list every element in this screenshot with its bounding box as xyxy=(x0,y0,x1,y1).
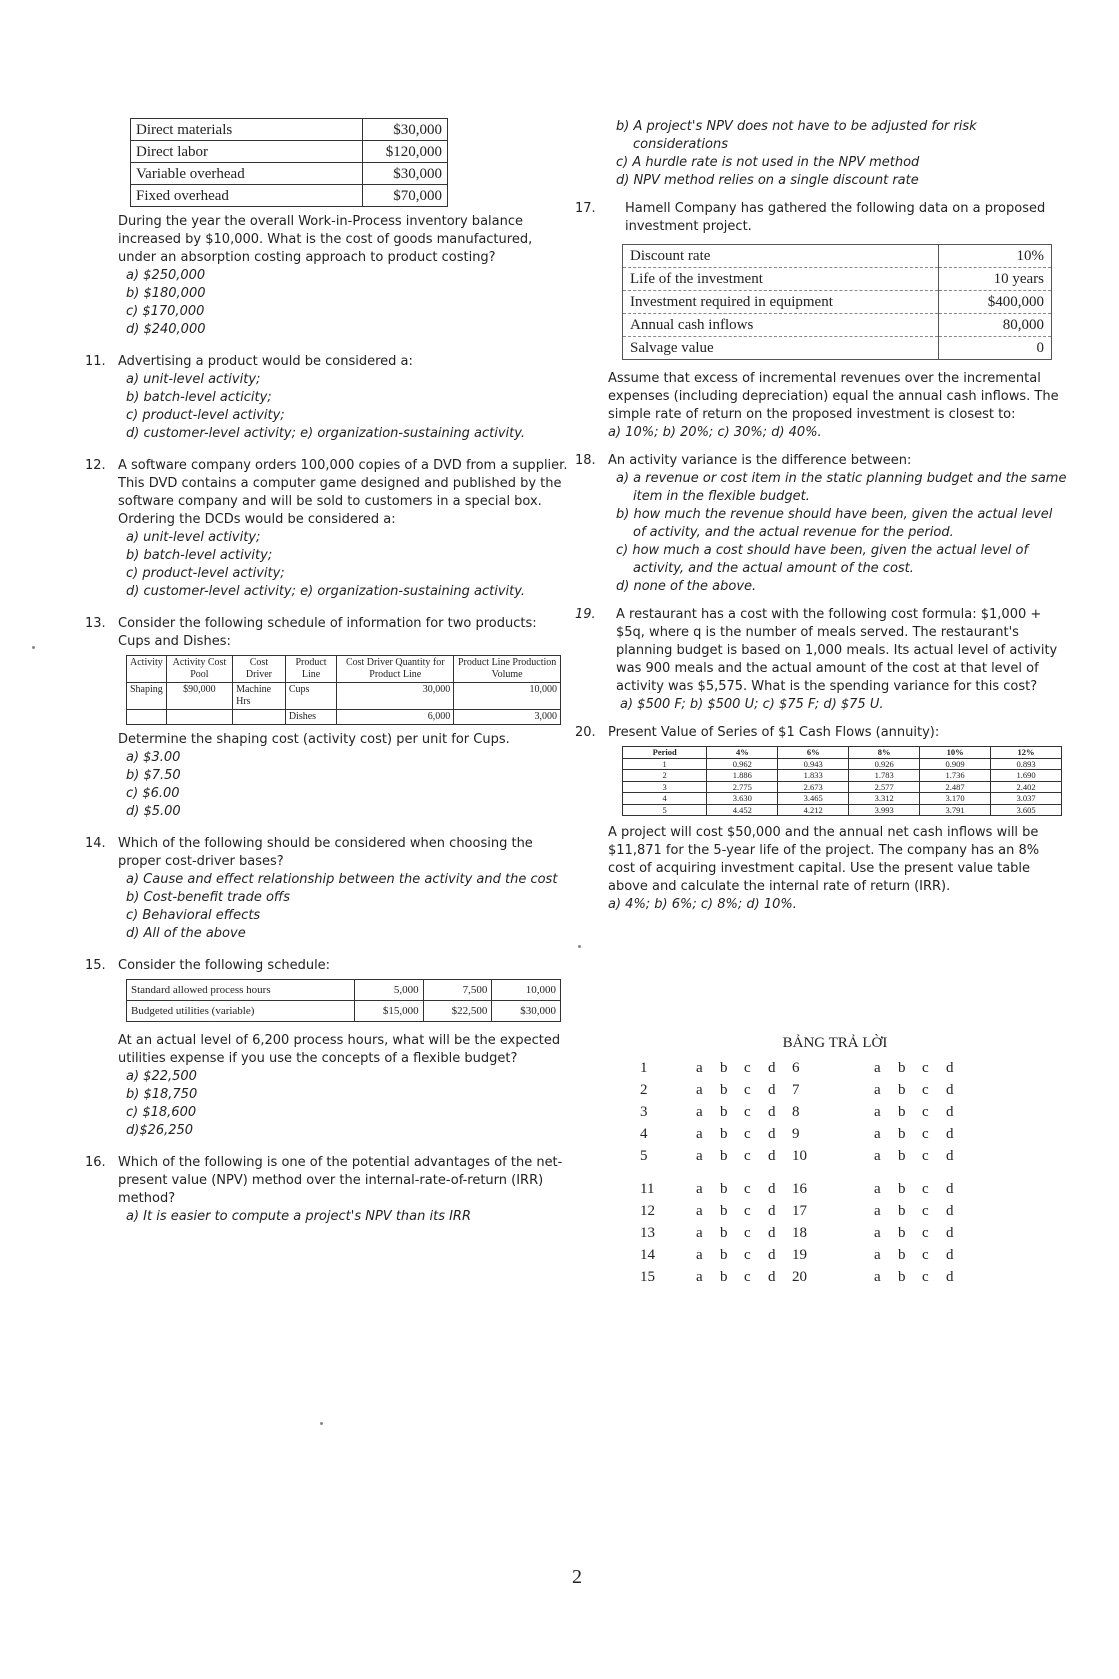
answer-choice-b: b xyxy=(720,1225,728,1241)
answer-choice-a: a xyxy=(696,1104,703,1120)
column-header: Cost Driver xyxy=(233,656,286,683)
table-row xyxy=(127,980,561,1001)
question-20 xyxy=(575,724,1068,914)
answer-choice-a: a xyxy=(696,1269,703,1285)
answer-choice-b: b xyxy=(898,1269,906,1285)
answer-choice-c: c xyxy=(744,1060,751,1076)
table-cell: 1.736 xyxy=(920,770,991,782)
question-10 xyxy=(118,213,568,339)
table-row xyxy=(127,683,561,710)
table-label: Investment required in equipment xyxy=(623,291,939,314)
answer-number: 15 xyxy=(640,1269,655,1285)
question-text: A software company orders 100,000 copies of a DVD from a supplier. This DVD contains a computer game designed and published by the software company and will be sold to customers in a special box. Ordering the DCDs would be considered a: xyxy=(118,458,568,527)
answer-option: d) All of the above xyxy=(126,926,246,941)
answer-option: a) unit-level activity; xyxy=(126,372,261,387)
table-cell: 0.909 xyxy=(920,758,991,770)
answer-choice-b: b xyxy=(720,1104,728,1120)
investment-data-table xyxy=(622,244,1052,360)
answer-option: d) $5.00 xyxy=(126,804,181,819)
answer-number: 7 xyxy=(792,1082,800,1098)
answer-choice-d: d xyxy=(946,1126,954,1142)
answer-choice-b: b xyxy=(898,1060,906,1076)
answer-number: 5 xyxy=(640,1148,648,1164)
table-cell: Standard allowed process hours xyxy=(127,980,355,1001)
column-header: Product Line Production Volume xyxy=(454,656,561,683)
table-cell: 0.962 xyxy=(707,758,778,770)
answer-choice-b: b xyxy=(898,1247,906,1263)
answer-number: 16 xyxy=(792,1181,807,1197)
answer-number: 19 xyxy=(792,1247,807,1263)
question-17 xyxy=(575,200,1068,442)
answer-option: c) product-level activity; xyxy=(126,566,285,581)
table-cell: 3.465 xyxy=(778,793,849,805)
table-cell xyxy=(233,710,286,725)
answer-choice-b: b xyxy=(898,1126,906,1142)
answer-option: b) $18,750 xyxy=(126,1087,198,1102)
question-number: 15. xyxy=(85,958,106,973)
answer-choice-d: d xyxy=(768,1126,776,1142)
table-row xyxy=(623,337,1052,360)
table-row xyxy=(623,291,1052,314)
answer-choice-b: b xyxy=(720,1203,728,1219)
table-cell: 3.791 xyxy=(920,804,991,816)
table-label: Discount rate xyxy=(623,245,939,268)
table-cell: 3.605 xyxy=(991,804,1062,816)
table-row xyxy=(131,185,448,207)
table-cell: $90,000 xyxy=(166,683,232,710)
answer-number: 14 xyxy=(640,1247,655,1263)
column-header: 12% xyxy=(991,747,1062,759)
cost-label: Variable overhead xyxy=(131,163,363,185)
table-label: Annual cash inflows xyxy=(623,314,939,337)
table-cell: 4.452 xyxy=(707,804,778,816)
table-cell: 1.690 xyxy=(991,770,1062,782)
question-number: 19. xyxy=(575,607,596,622)
answer-sheet xyxy=(640,1035,1040,1286)
answer-number: 12 xyxy=(640,1203,655,1219)
answer-choice-d: d xyxy=(768,1247,776,1263)
page-number: 2 xyxy=(572,1566,582,1588)
answer-sheet-title: BẢNG TRẢ LỜI xyxy=(782,1035,888,1051)
answer-option: b) A project's NPV does not have to be adjusted for risk considerations xyxy=(616,119,977,152)
question-number: 17. xyxy=(575,201,596,216)
answer-option: a) It is easier to compute a project's NPV than its IRR xyxy=(126,1209,472,1224)
answer-choice-a: a xyxy=(874,1060,881,1076)
answer-option: d) $240,000 xyxy=(126,322,206,337)
cost-table xyxy=(130,118,448,207)
answer-option: a) $250,000 xyxy=(126,268,206,283)
answer-choice-b: b xyxy=(898,1203,906,1219)
cost-value: $120,000 xyxy=(363,141,448,163)
answer-choice-a: a xyxy=(874,1269,881,1285)
answer-grid-11-20 xyxy=(640,1181,1040,1286)
answer-choice-d: d xyxy=(768,1148,776,1164)
answer-choice-c: c xyxy=(922,1126,929,1142)
answer-option: d) customer-level activity; e) organization-sustaining activity. xyxy=(126,426,526,441)
question-number: 20. xyxy=(575,725,596,740)
answer-choice-d: d xyxy=(946,1060,954,1076)
answer-choice-d: d xyxy=(768,1269,776,1285)
answer-choice-b: b xyxy=(720,1247,728,1263)
table-row xyxy=(623,758,1062,770)
answer-choice-c: c xyxy=(922,1225,929,1241)
answer-option: b) Cost-benefit trade offs xyxy=(126,890,291,905)
table-cell: 3,000 xyxy=(454,710,561,725)
question-11 xyxy=(85,353,568,443)
answer-choice-b: b xyxy=(720,1126,728,1142)
answer-number: 9 xyxy=(792,1126,800,1142)
table-cell: 0.893 xyxy=(991,758,1062,770)
answer-choice-c: c xyxy=(922,1148,929,1164)
table-cell: Budgeted utilities (variable) xyxy=(127,1001,355,1022)
table-cell: 3.630 xyxy=(707,793,778,805)
answer-choice-a: a xyxy=(696,1060,703,1076)
answer-choice-b: b xyxy=(898,1082,906,1098)
answer-option: b) batch-level acticity; xyxy=(126,390,272,405)
answer-number: 11 xyxy=(640,1181,655,1197)
question-options xyxy=(608,470,1068,596)
question-options: a) 4%; b) 6%; c) 8%; d) 10%. xyxy=(608,897,797,912)
question-number: 14. xyxy=(85,836,106,851)
right-column xyxy=(575,118,1068,914)
cost-value: $30,000 xyxy=(363,119,448,141)
column-header: 8% xyxy=(849,747,920,759)
answer-choice-a: a xyxy=(874,1126,881,1142)
answer-choice-a: a xyxy=(874,1181,881,1197)
question-options xyxy=(118,371,568,443)
table-cell: 2.673 xyxy=(778,781,849,793)
answer-choice-a: a xyxy=(696,1148,703,1164)
answer-choice-b: b xyxy=(720,1082,728,1098)
table-row xyxy=(623,781,1062,793)
question-19 xyxy=(575,606,1068,714)
cost-label: Direct labor xyxy=(131,141,363,163)
answer-choice-a: a xyxy=(696,1247,703,1263)
question-text: Which of the following is one of the potential advantages of the net-present value (NPV) method over the internal-rate-of-return (IRR) method? xyxy=(118,1155,563,1206)
table-row xyxy=(623,804,1062,816)
question-15 xyxy=(85,957,568,1140)
question-followup: Determine the shaping cost (activity cost) per unit for Cups. xyxy=(118,732,510,747)
answer-choice-d: d xyxy=(768,1181,776,1197)
answer-option: b) batch-level activity; xyxy=(126,548,273,563)
present-value-table xyxy=(622,746,1062,816)
answer-number: 2 xyxy=(640,1082,648,1098)
answer-choice-c: c xyxy=(922,1203,929,1219)
question-followup: At an actual level of 6,200 process hours, what will be the expected utilities expense if you use the concepts of a flexible budget? xyxy=(118,1033,561,1066)
cost-label: Direct materials xyxy=(131,119,363,141)
answer-choice-a: a xyxy=(696,1181,703,1197)
table-cell: $15,000 xyxy=(355,1001,424,1022)
table-row xyxy=(131,141,448,163)
answer-number: 18 xyxy=(792,1225,807,1241)
table-row xyxy=(131,163,448,185)
answer-number: 3 xyxy=(640,1104,648,1120)
answer-choice-d: d xyxy=(946,1225,954,1241)
answer-choice-d: d xyxy=(946,1247,954,1263)
question-options xyxy=(118,529,568,601)
answer-grid-1-10 xyxy=(640,1060,1040,1165)
table-cell: 3.037 xyxy=(991,793,1062,805)
answer-choice-a: a xyxy=(696,1203,703,1219)
answer-option: c) A hurdle rate is not used in the NPV method xyxy=(616,155,920,170)
answer-choice-a: a xyxy=(874,1104,881,1120)
question-text: A restaurant has a cost with the following cost formula: $1,000 + $5q, where q is the number of meals served. The restaurant's planning budget is based on 1,000 meals. Its actual level of activity was 900 meals and the actual amount of the cost at that level of activity was $5,575. What is the spending variance for this cost? xyxy=(616,607,1058,694)
answer-choice-c: c xyxy=(922,1269,929,1285)
question-followup: Assume that excess of incremental revenues over the incremental expenses (including depreciation) equal the annual cash inflows. The simple rate of return on the proposed investment is closest to: xyxy=(608,371,1059,422)
flexible-budget-table xyxy=(126,979,561,1022)
table-value: 10% xyxy=(939,245,1052,268)
cost-value: $70,000 xyxy=(363,185,448,207)
answer-number: 13 xyxy=(640,1225,655,1241)
table-cell: 4 xyxy=(623,793,707,805)
table-cell: Machine Hrs xyxy=(233,683,286,710)
answer-choice-d: d xyxy=(946,1269,954,1285)
table-cell: 2.487 xyxy=(920,781,991,793)
answer-choice-c: c xyxy=(744,1203,751,1219)
answer-choice-d: d xyxy=(768,1203,776,1219)
question-options xyxy=(118,871,568,943)
question-text: Consider the following schedule of information for two products: Cups and Dishes: xyxy=(118,616,537,649)
answer-choice-c: c xyxy=(922,1247,929,1263)
answer-choice-a: a xyxy=(874,1148,881,1164)
table-row xyxy=(623,268,1052,291)
table-cell: 3 xyxy=(623,781,707,793)
table-value: 10 years xyxy=(939,268,1052,291)
answer-option: b) $7.50 xyxy=(126,768,181,783)
column-header: 4% xyxy=(707,747,778,759)
table-cell: 3.993 xyxy=(849,804,920,816)
table-cell: 3.312 xyxy=(849,793,920,805)
table-value: 0 xyxy=(939,337,1052,360)
question-text: Consider the following schedule: xyxy=(118,958,331,973)
table-cell: 1.886 xyxy=(707,770,778,782)
table-cell: $22,500 xyxy=(423,1001,492,1022)
table-cell: 2.775 xyxy=(707,781,778,793)
answer-option: c) $6.00 xyxy=(126,786,180,801)
answer-choice-d: d xyxy=(768,1082,776,1098)
answer-choice-a: a xyxy=(696,1082,703,1098)
cost-label: Fixed overhead xyxy=(131,185,363,207)
table-cell: 3.170 xyxy=(920,793,991,805)
table-label: Life of the investment xyxy=(623,268,939,291)
answer-choice-a: a xyxy=(874,1225,881,1241)
table-value: 80,000 xyxy=(939,314,1052,337)
question-13 xyxy=(85,615,568,821)
column-header: Cost Driver Quantity for Product Line xyxy=(337,656,454,683)
answer-choice-b: b xyxy=(720,1181,728,1197)
answer-option: a) $3.00 xyxy=(126,750,181,765)
table-cell: 0.943 xyxy=(778,758,849,770)
table-label: Salvage value xyxy=(623,337,939,360)
answer-choice-a: a xyxy=(696,1126,703,1142)
answer-choice-c: c xyxy=(744,1181,751,1197)
table-header-row xyxy=(127,656,561,683)
scan-speck xyxy=(320,1422,323,1425)
answer-choice-d: d xyxy=(946,1148,954,1164)
question-10-options xyxy=(118,267,568,339)
table-cell: 4.212 xyxy=(778,804,849,816)
question-number: 16. xyxy=(85,1155,106,1170)
answer-option: d) NPV method relies on a single discount rate xyxy=(616,173,919,188)
answer-choice-b: b xyxy=(898,1104,906,1120)
answer-option: a) Cause and effect relationship between the activity and the cost xyxy=(126,872,558,887)
table-cell: 1.783 xyxy=(849,770,920,782)
question-text: An activity variance is the difference between: xyxy=(608,453,912,468)
column-header: Product Line xyxy=(285,656,336,683)
column-header: Period xyxy=(623,747,707,759)
question-followup: A project will cost $50,000 and the annual net cash inflows will be $11,871 for the 5-year life of the project. The company has an 8% cost of acquiring investment capital. Use the present value table above and calculate the internal rate of return (IRR). xyxy=(608,825,1040,894)
table-value: $400,000 xyxy=(939,291,1052,314)
left-column xyxy=(85,118,568,1226)
table-cell xyxy=(127,710,167,725)
question-text: Which of the following should be considered when choosing the proper cost-driver bases? xyxy=(118,836,533,869)
answer-choice-a: a xyxy=(874,1203,881,1219)
question-14 xyxy=(85,835,568,943)
answer-option: d) none of the above. xyxy=(616,579,757,594)
scan-speck xyxy=(578,945,581,948)
answer-choice-d: d xyxy=(768,1104,776,1120)
table-header-row xyxy=(623,747,1062,759)
table-row xyxy=(131,119,448,141)
answer-option: c) how much a cost should have been, given the actual level of activity, and the actual amount of the cost. xyxy=(616,543,1029,576)
table-cell: 2 xyxy=(623,770,707,782)
answer-choice-b: b xyxy=(898,1148,906,1164)
answer-option: c) $18,600 xyxy=(126,1105,197,1120)
answer-choice-d: d xyxy=(768,1060,776,1076)
table-cell: 30,000 xyxy=(337,683,454,710)
question-18 xyxy=(575,452,1068,596)
answer-choice-b: b xyxy=(720,1148,728,1164)
answer-choice-d: d xyxy=(946,1181,954,1197)
question-10-text: During the year the overall Work-in-Process inventory balance increased by $10,000. What is the cost of goods manufactured, under an absorption costing approach to product costing? xyxy=(118,214,533,265)
answer-choice-c: c xyxy=(922,1181,929,1197)
answer-choice-c: c xyxy=(744,1082,751,1098)
answer-choice-d: d xyxy=(946,1203,954,1219)
question-options: a) 10%; b) 20%; c) 30%; d) 40%. xyxy=(608,425,822,440)
answer-option: d)$26,250 xyxy=(126,1123,194,1138)
table-cell: 0.926 xyxy=(849,758,920,770)
answer-option: c) Behavioral effects xyxy=(126,908,261,923)
answer-choice-c: c xyxy=(744,1104,751,1120)
question-16-continued-options xyxy=(608,118,1068,190)
table-row xyxy=(623,793,1062,805)
answer-number: 10 xyxy=(792,1148,807,1164)
answer-choice-b: b xyxy=(720,1060,728,1076)
table-cell: Dishes xyxy=(285,710,336,725)
answer-choice-a: a xyxy=(696,1225,703,1241)
table-cell: 1 xyxy=(623,758,707,770)
answer-choice-c: c xyxy=(922,1104,929,1120)
answer-option: a) $22,500 xyxy=(126,1069,197,1084)
table-row xyxy=(127,710,561,725)
answer-number: 8 xyxy=(792,1104,800,1120)
column-header: Activity xyxy=(127,656,167,683)
answer-option: c) $170,000 xyxy=(126,304,205,319)
table-row xyxy=(623,314,1052,337)
table-cell: 7,500 xyxy=(423,980,492,1001)
answer-choice-b: b xyxy=(898,1225,906,1241)
table-row xyxy=(127,1001,561,1022)
table-cell: 5,000 xyxy=(355,980,424,1001)
question-12 xyxy=(85,457,568,601)
answer-option: b) how much the revenue should have been, given the actual level of activity, and the actual revenue for the period. xyxy=(616,507,1053,540)
question-options: a) $500 F; b) $500 U; c) $75 F; d) $75 U. xyxy=(620,697,884,712)
column-header: 10% xyxy=(920,747,991,759)
answer-choice-b: b xyxy=(898,1181,906,1197)
question-options xyxy=(118,749,568,821)
table-cell: 6,000 xyxy=(337,710,454,725)
answer-choice-a: a xyxy=(874,1082,881,1098)
answer-option: a) a revenue or cost item in the static planning budget and the same item in the flexible budget. xyxy=(616,471,1067,504)
table-cell: 10,000 xyxy=(454,683,561,710)
table-row xyxy=(623,770,1062,782)
table-cell: 1.833 xyxy=(778,770,849,782)
table-cell: 2.577 xyxy=(849,781,920,793)
answer-choice-c: c xyxy=(744,1148,751,1164)
question-text: Hamell Company has gathered the following data on a proposed investment project. xyxy=(625,201,1046,234)
answer-choice-d: d xyxy=(946,1104,954,1120)
answer-number: 6 xyxy=(792,1060,800,1076)
answer-choice-b: b xyxy=(720,1269,728,1285)
question-number: 11. xyxy=(85,354,106,369)
answer-choice-c: c xyxy=(744,1126,751,1142)
column-header: 6% xyxy=(778,747,849,759)
answer-choice-c: c xyxy=(744,1225,751,1241)
answer-choice-a: a xyxy=(874,1247,881,1263)
scan-speck xyxy=(32,646,35,649)
question-options xyxy=(118,1068,568,1140)
activity-schedule-table xyxy=(126,655,561,725)
answer-number: 17 xyxy=(792,1203,807,1219)
answer-number: 4 xyxy=(640,1126,648,1142)
answer-choice-c: c xyxy=(744,1247,751,1263)
table-cell: 2.402 xyxy=(991,781,1062,793)
answer-option: b) $180,000 xyxy=(126,286,206,301)
answer-option: d) customer-level activity; e) organization-sustaining activity. xyxy=(126,584,526,599)
table-cell: 10,000 xyxy=(492,980,561,1001)
table-row xyxy=(623,245,1052,268)
answer-choice-c: c xyxy=(922,1082,929,1098)
column-header: Activity Cost Pool xyxy=(166,656,232,683)
question-16 xyxy=(85,1154,568,1226)
table-cell xyxy=(166,710,232,725)
answer-number: 20 xyxy=(792,1269,807,1285)
question-text: Advertising a product would be considered a: xyxy=(118,354,413,369)
answer-choice-d: d xyxy=(946,1082,954,1098)
answer-option: c) product-level activity; xyxy=(126,408,285,423)
answer-option: a) unit-level activity; xyxy=(126,530,261,545)
answer-choice-d: d xyxy=(768,1225,776,1241)
table-cell: 5 xyxy=(623,804,707,816)
question-number: 18. xyxy=(575,453,596,468)
table-cell: $30,000 xyxy=(492,1001,561,1022)
table-cell: Cups xyxy=(285,683,336,710)
question-text: Present Value of Series of $1 Cash Flows (annuity): xyxy=(608,725,940,740)
question-options xyxy=(118,1208,568,1226)
answer-choice-c: c xyxy=(922,1060,929,1076)
answer-choice-c: c xyxy=(744,1269,751,1285)
table-cell: Shaping xyxy=(127,683,167,710)
answer-number: 1 xyxy=(640,1060,648,1076)
cost-value: $30,000 xyxy=(363,163,448,185)
question-number: 13. xyxy=(85,616,106,631)
question-number: 12. xyxy=(85,458,106,473)
